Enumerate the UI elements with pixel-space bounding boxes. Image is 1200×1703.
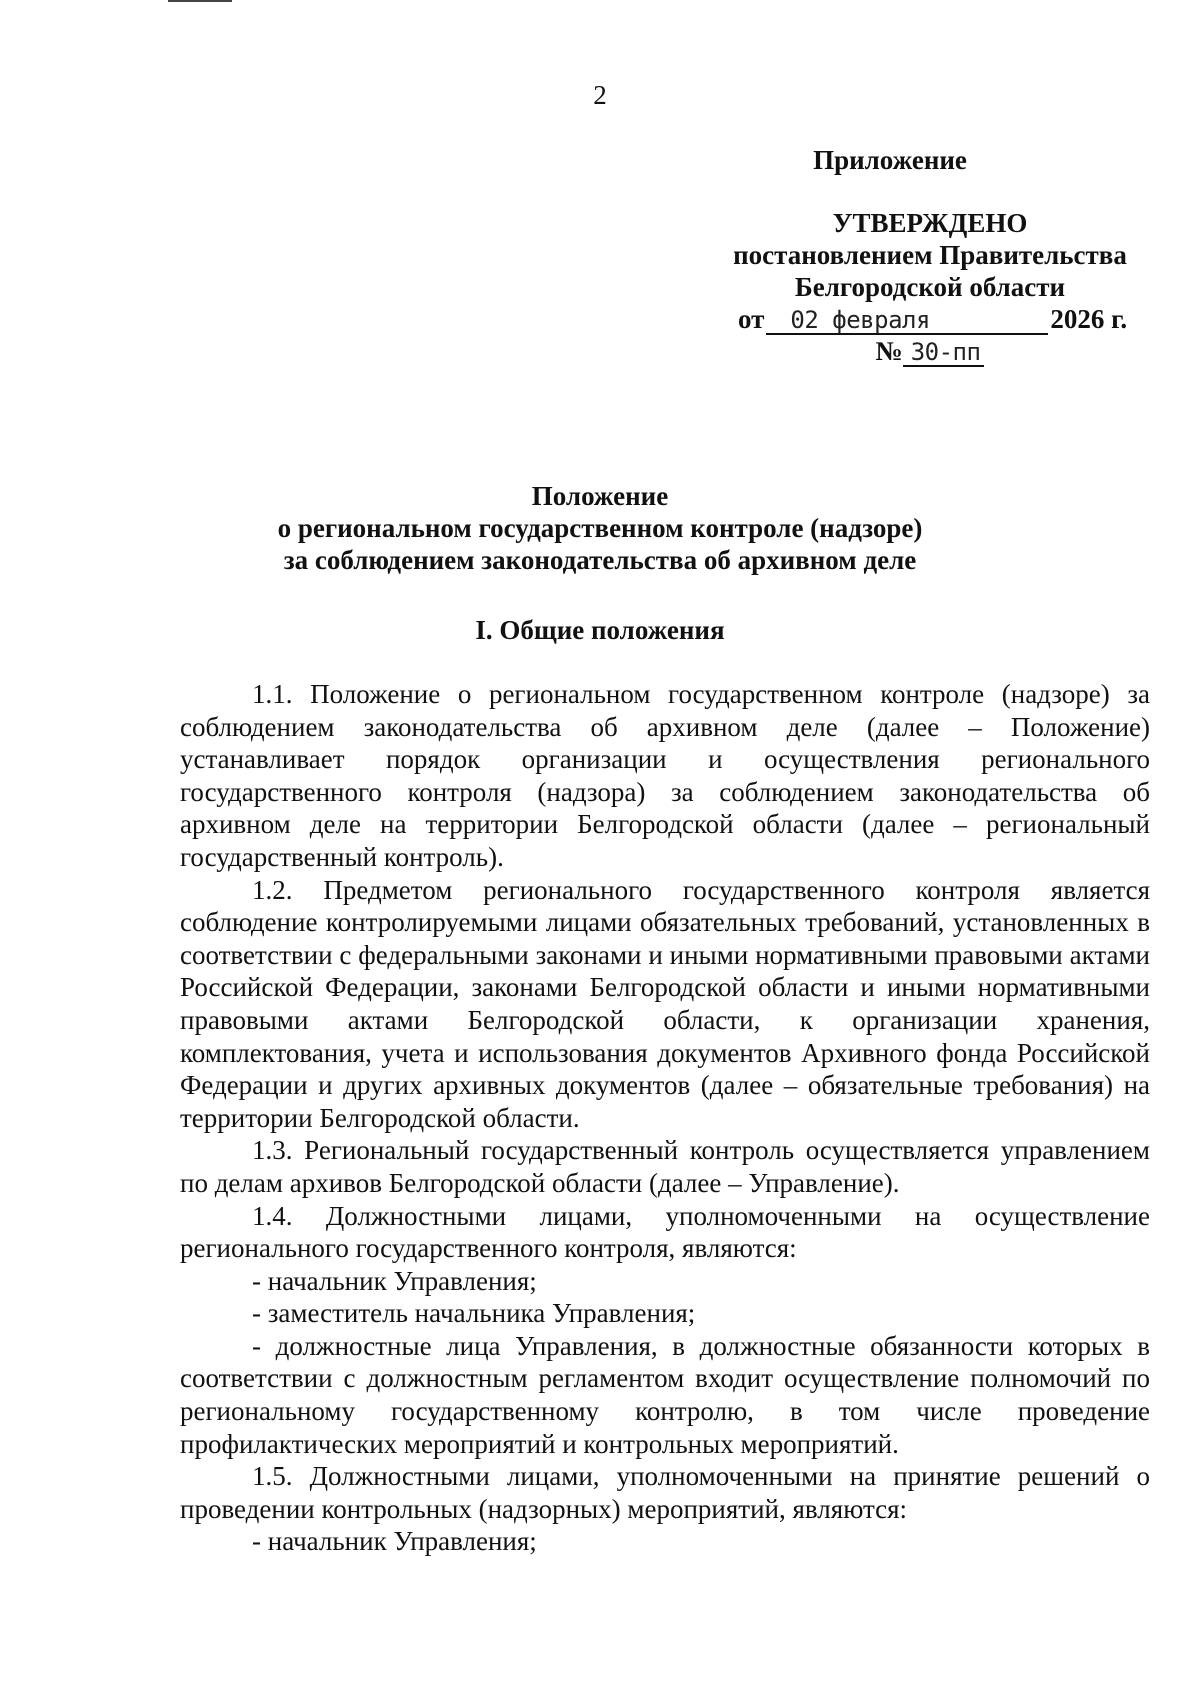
approval-line-2: Белгородской области [794, 272, 1066, 302]
title-line-1: Положение [531, 481, 669, 511]
document-title [0, 480, 1200, 576]
document-body [180, 678, 1150, 1558]
approval-date-suffix: 2026 г. [1050, 304, 1128, 334]
top-edge-line [168, 0, 232, 2]
page-number: 2 [593, 80, 607, 110]
paragraph-1-4: 1.4. Должностными лицами, уполномоченными на осуществление регионального государственного контроля, являются: [180, 1200, 1150, 1264]
approval-approved: УТВЕРЖДЕНО [832, 208, 1028, 238]
approval-date-handwritten: 02 февраля [790, 306, 930, 334]
approval-number-prefix: № [875, 336, 903, 366]
approval-line-1: постановлением Правительства [733, 240, 1127, 270]
paragraph-1-2: 1.2. Предметом регионального государственного контроля является соблюдение контролируемыми лицами обязательных требований, установленных в соответствии с федеральными законами и иными нормативными правовыми актами Российской Федерации, законами Белгородской области и иными нормативными правовыми актами Белгородской области, к организации хранения, комплектования, учета и использования документов Архивного фонда Российской Федерации и других архивных документов (далее – обязательные требования) на территории Белгородской области. [180, 874, 1150, 1133]
list-item: - заместитель начальника Управления; [252, 1298, 696, 1329]
approval-number-handwritten: 30-пп [910, 338, 981, 366]
title-line-2: о региональном государственном контроле (надзоре) [277, 513, 923, 543]
section-heading: I. Общие положения [475, 615, 725, 645]
paragraph-1-5: 1.5. Должностными лицами, уполномоченными на принятие решений о проведении контрольных (надзорных) мероприятий, являются: [180, 1461, 1150, 1524]
approval-stamp-block [690, 207, 1170, 367]
approval-date-prefix: от [738, 304, 765, 334]
approval-date-field [766, 306, 1048, 335]
approval-number-line [690, 335, 1170, 367]
paragraph-1-1: 1.1. Положение о региональном государственном контроле (надзоре) за соблюдением законодательства об архивном деле (далее – Положение) устанавливает порядок организации и осуществления регионального государственного контроля (надзора) за соблюдением законодательства об архивном деле на территории Белгородской области (далее – региональный государственный контроль). [180, 679, 1150, 872]
paragraph-1-3: 1.3. Региональный государственный контроль осуществляется управлением по делам архивов Белгородской области (далее – Управление). [180, 1135, 1150, 1198]
title-line-3: за соблюдением законодательства об архивном деле [283, 545, 917, 575]
appendix-label: Приложение [813, 145, 967, 175]
approval-number-field [903, 338, 985, 367]
approval-date-line [690, 303, 1170, 335]
list-item: - начальник Управления; [252, 1526, 537, 1557]
list-item: - начальник Управления; [252, 1265, 537, 1296]
list-item: - должностные лица Управления, в должностные обязанности которых в соответствии с должностным регламентом входит осуществление полномочий по региональному государственному контролю, в том числе проведение профилактических мероприятий и контрольных мероприятий. [180, 1330, 1150, 1459]
